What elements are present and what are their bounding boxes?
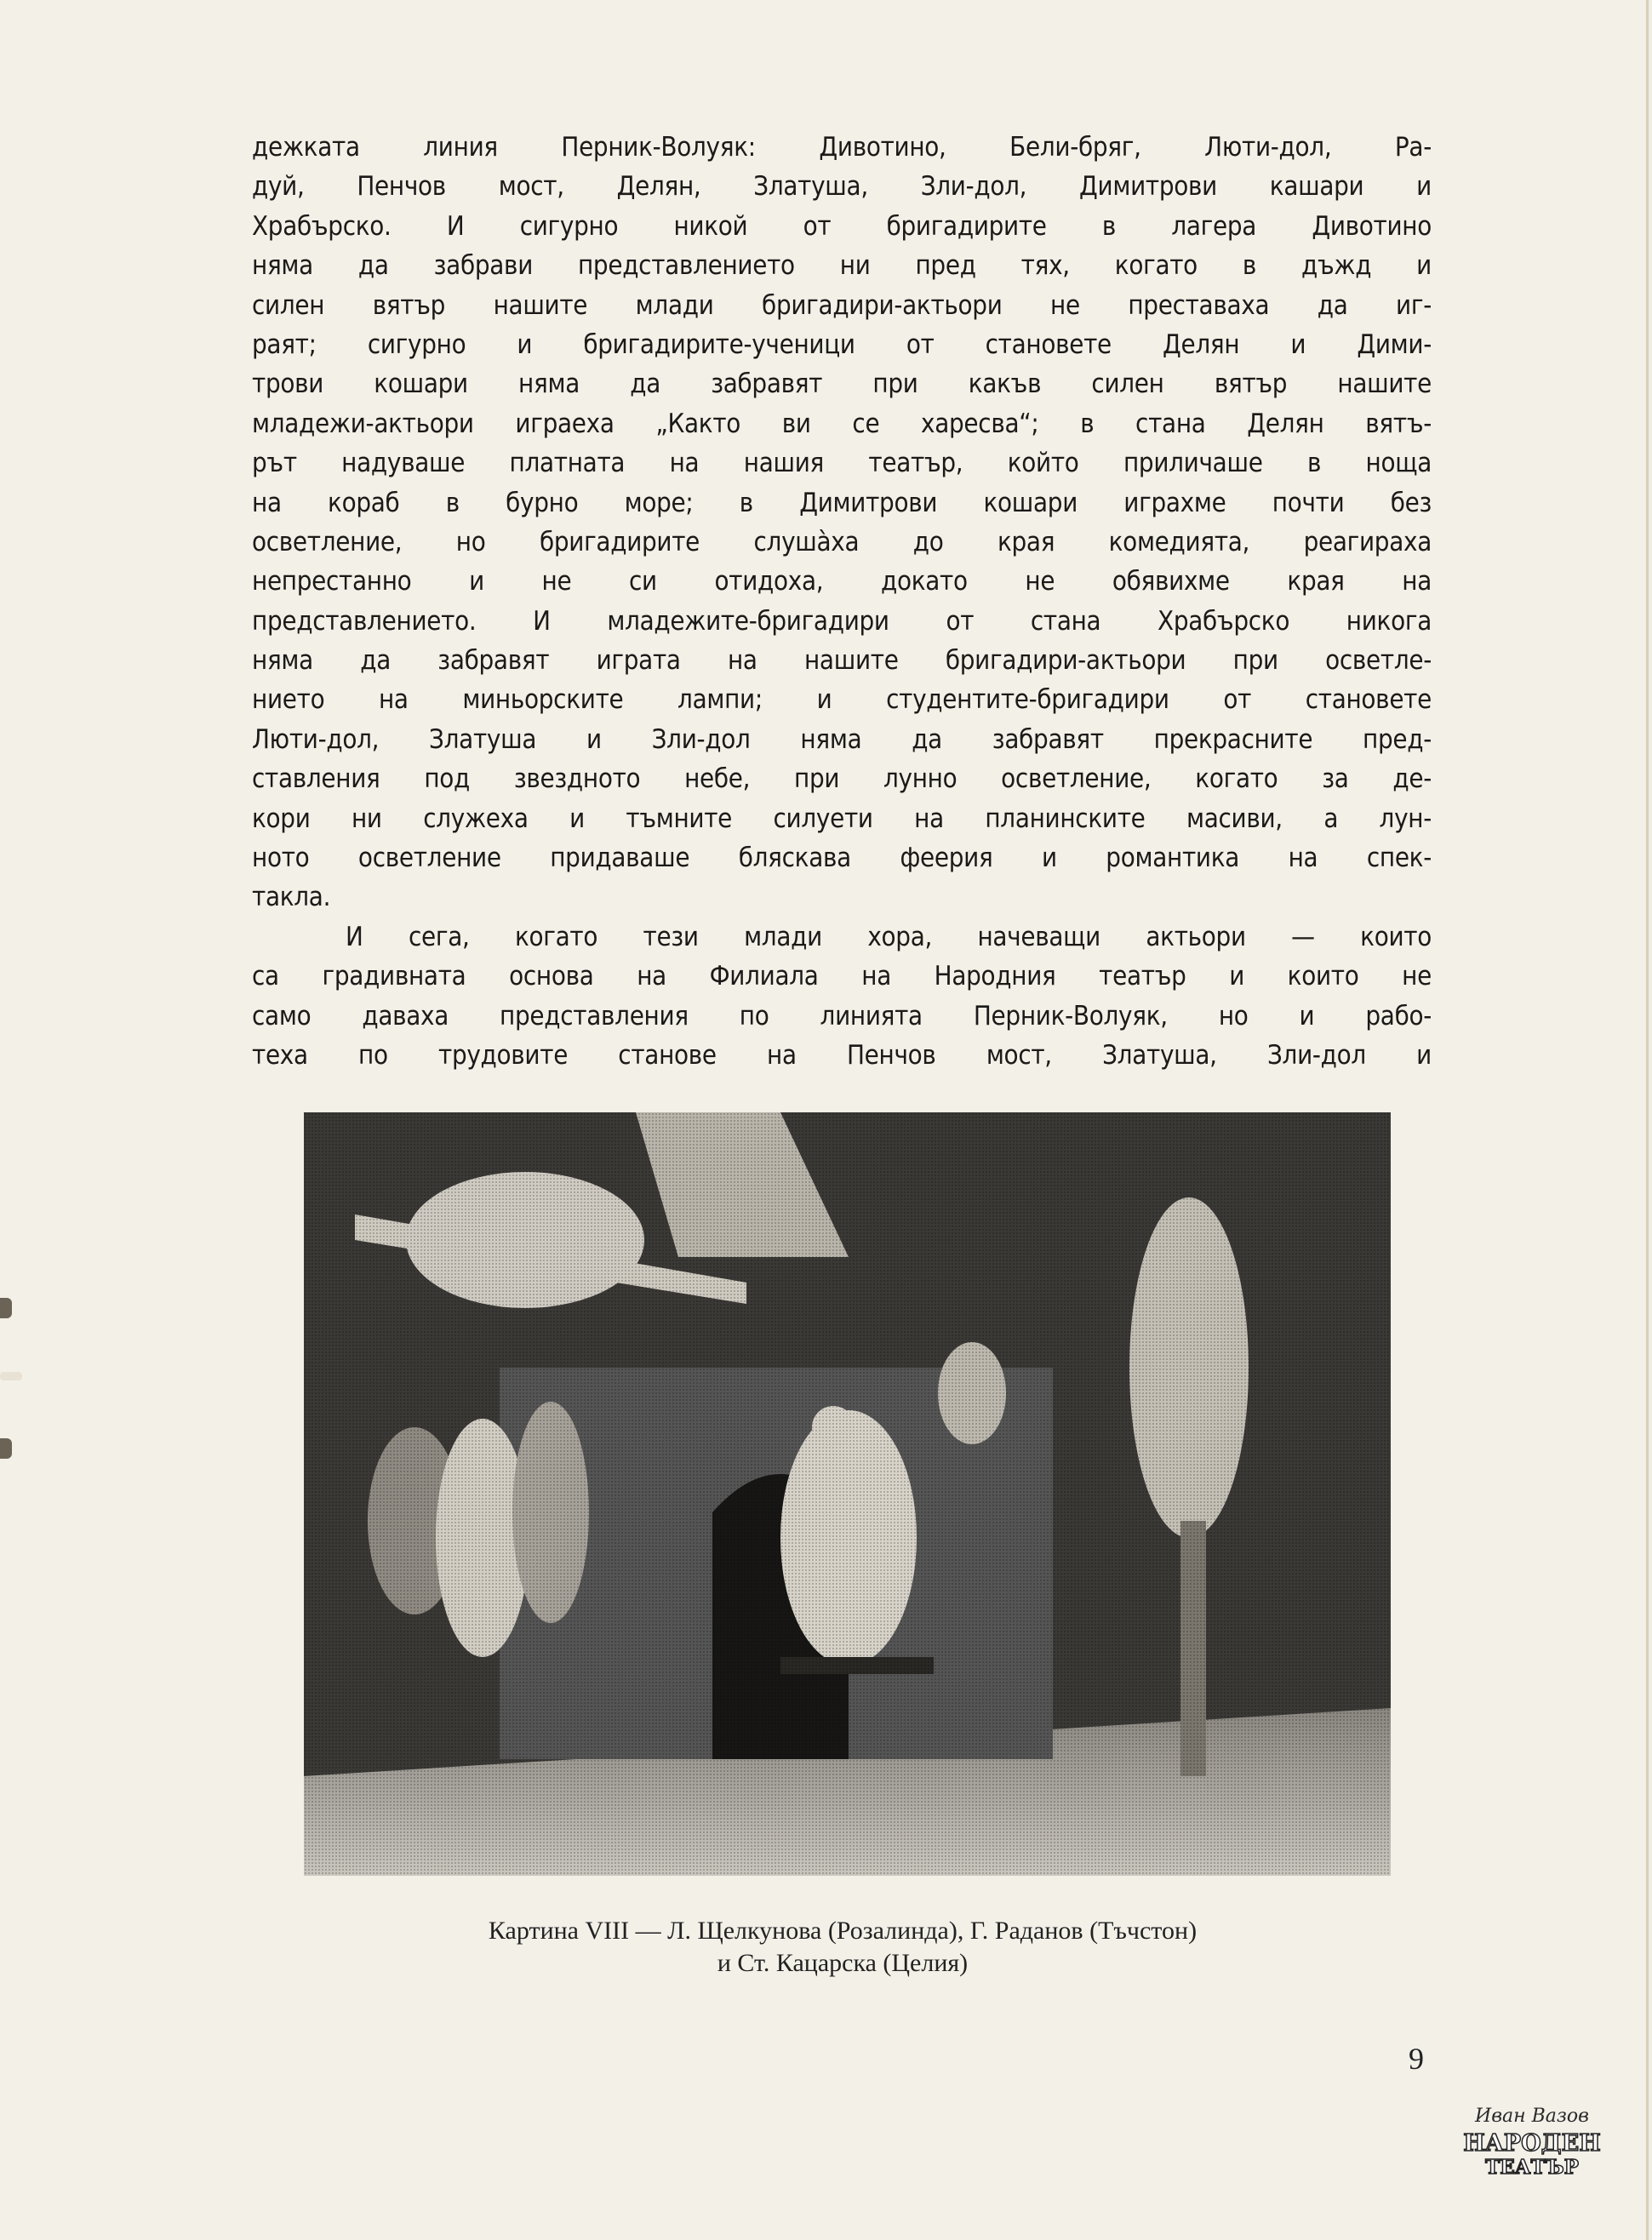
- text-line: трови кошари няма да забравят при какъв силен вятър нашите: [252, 369, 1432, 400]
- text-line: на кораб в бурно море; в Димитрови кошари играхме почти без: [252, 487, 1432, 518]
- text-line: няма да забравят играта на нашите бригадири-актьори при осветле-: [252, 645, 1432, 677]
- paragraph-2: [252, 917, 1432, 1076]
- stage-photograph: [304, 1112, 1391, 1876]
- text-line: кори ни служеха и тъмните силуети на планинските масиви, а лун-: [252, 803, 1432, 834]
- binding-staple: [0, 1298, 12, 1318]
- text-line: теха по трудовите станове на Пенчов мост, Златуша, Зли-дол и: [252, 1039, 1432, 1071]
- text-line: младежи-актьори играеха „Както ви се харесва“; в стана Делян вятъ-: [252, 408, 1432, 439]
- stage-scene-illustration: [304, 1112, 1391, 1876]
- text-line: ставления под звездното небе, при лунно осветление, когато за де-: [252, 763, 1432, 795]
- text-line: раят; сигурно и бригадирите-ученици от становете Делян и Дими-: [252, 329, 1432, 360]
- body-text: [252, 128, 1432, 1075]
- logo-line-2: ТЕАТЪР: [1485, 2156, 1579, 2179]
- binding-staple: [0, 1438, 12, 1459]
- text-line: рът надуваше платната на нашия театър, който приличаше в ноща: [252, 448, 1432, 479]
- text-line: силен вятър нашите млади бригадири-актьори не преставаха да иг-: [252, 289, 1432, 321]
- paragraph-1: [252, 128, 1432, 917]
- text-line: осветление, но бригадирите слушàха до края комедията, реагираха: [252, 526, 1432, 557]
- text-line: Храбърско. И сигурно никой от бригадирите в лагера Дивотино: [252, 210, 1432, 242]
- photo-caption: [255, 1915, 1430, 1980]
- text-line: Люти-дол, Златуша и Зли-дол няма да забравят прекрасните пред-: [252, 723, 1432, 755]
- national-theatre-logo: [1460, 2102, 1604, 2204]
- text-line: са градивната основа на Филиала на Народния театър и които не: [252, 961, 1432, 992]
- page-number: 9: [1409, 2042, 1424, 2076]
- logo-signature: Иван Вазов: [1475, 2106, 1589, 2127]
- binding-thread: [0, 1372, 22, 1380]
- text-line: дежката линия Перник-Волуяк: Дивотино, Бели-бряг, Люти-дол, Ра-: [252, 132, 1432, 163]
- halftone-overlay: [304, 1112, 1391, 1876]
- text-line: само даваха представления по линията Перник-Волуяк, но и рабо-: [252, 1000, 1432, 1031]
- text-line: такла.: [252, 882, 331, 913]
- text-line: непрестанно и не си отидоха, докато не обявихме края на: [252, 566, 1432, 597]
- caption-line: и Ст. Кацарска (Целия): [717, 1949, 969, 1977]
- text-line: И сега, когато тези млади хора, начеващи актьори — които: [346, 921, 1432, 952]
- text-line: ното осветление придаваше бляскава феерия и романтика на спек-: [252, 843, 1432, 874]
- caption-line: Картина VIII — Л. Щелкунова (Розалинда), Г. Раданов (Тъчстон): [488, 1917, 1198, 1945]
- text-line: нието на миньорските лампи; и студентите-бригадири от становете: [252, 684, 1432, 716]
- text-line: дуй, Пенчов мост, Делян, Златуша, Зли-дол, Димитрови кашари и: [252, 171, 1432, 203]
- text-line: няма да забрави представлението ни пред тях, когато в дъжд и: [252, 250, 1432, 282]
- logo-line-1: НАРОДЕН: [1463, 2130, 1601, 2157]
- text-line: представлението. И младежите-бригадири от стана Храбърско никога: [252, 605, 1432, 637]
